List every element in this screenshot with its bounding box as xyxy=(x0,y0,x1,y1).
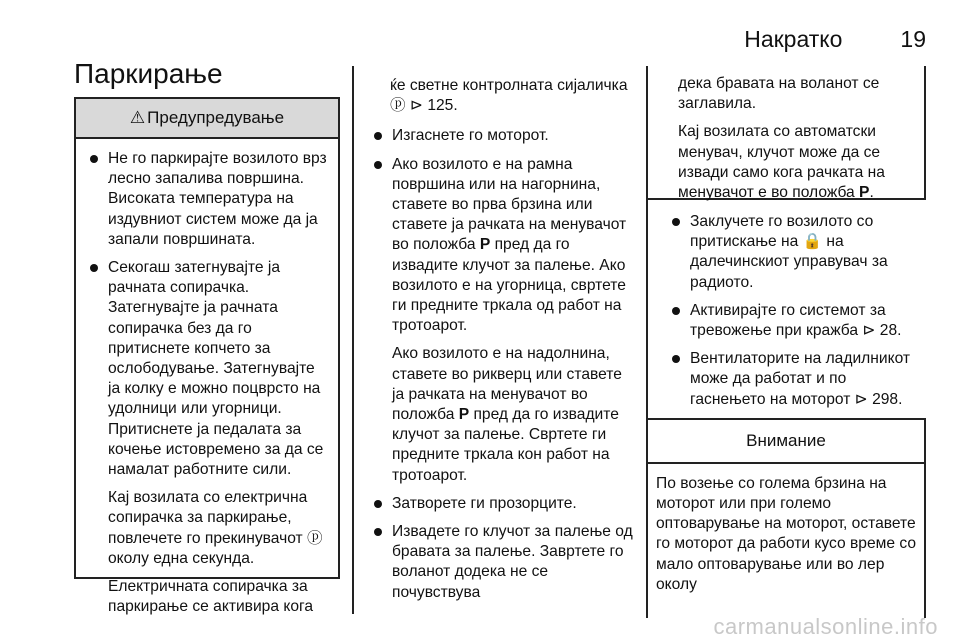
parking-step: Активирајте го системот за тревожење при кражба ⊳ 28. xyxy=(670,301,926,341)
warning-continued-text: Кај возилата со автоматски менувач, клучот може да се извади само кога рачката на менувачот е во положба P. xyxy=(678,123,885,202)
chapter-title: Накратко xyxy=(744,26,843,52)
warning-body xyxy=(76,139,338,629)
warning-bullet: Не го паркирајте возилото врз лесно запалива површина. Високата температура на издувниот систем може да ја запали површината. xyxy=(88,149,328,250)
warning-bullet: Секогаш затегнувајте ја рачната сопирачка. Затегнувајте ја рачната сопирачка без да го притиснете копчето за ослободување. Затегнувајте ја колку е можно поцврсто на удолници или угорници. Притиснете ја педалата за кочење истовремено за да се намалат работните сили. xyxy=(88,258,328,480)
section-title: Паркирање xyxy=(74,58,223,89)
caution-title: Внимание xyxy=(648,420,924,464)
caution-box xyxy=(646,418,926,618)
column-1 xyxy=(74,97,340,616)
parking-paragraph: Ако возилото е на надолнина, ставете во рикверц или ставете ја рачката на менувачот во положба P пред да го извадите клучот за палење. Свртете ги предните тркала кон работ на тротоарот. xyxy=(392,345,622,484)
parking-step: Вентилаторите на ладилникот може да работат и по гаснењето на моторот ⊳ 298. xyxy=(670,349,926,410)
warning-continued-box xyxy=(646,66,926,200)
warning-triangle-icon: ⚠ xyxy=(129,108,146,127)
warning-continued-text: ќе светне контролната сијаличка ⓟ ⊳ 125. xyxy=(390,77,628,115)
column-2 xyxy=(352,66,636,611)
parking-step: Ако возилото е на рамна површина или на нагорнина, ставете во прва брзина или ставете ја рачката на менувачот во положба P пред да го извадите клучот за палење. Ако возилото е на угорница, свртете ги предните тркала од работ на тротоарот. xyxy=(372,155,636,337)
warning-box xyxy=(74,97,340,616)
warning-title: Предупредување xyxy=(147,108,285,127)
warning-paragraph: Електричната сопирачка за паркирање се активира кога xyxy=(108,578,314,616)
column-3 xyxy=(646,66,926,618)
warning-header xyxy=(76,97,338,139)
page-number: 19 xyxy=(900,26,926,52)
warning-paragraph: Кај возилата со електрична сопирачка за паркирање, повлечете го прекинувачот ⓟ околу една секунда. xyxy=(108,489,323,567)
page-header xyxy=(744,26,926,53)
parking-step: Затворете ги прозорците. xyxy=(372,494,636,514)
caution-text: По возење со голема брзина на моторот или при големо оптоварување на моторот, оставете го моторот да работи кусо време со мало оптоварување или во лер околу xyxy=(656,474,917,593)
parking-step: Изгаснете го моторот. xyxy=(372,126,636,146)
warning-continued-text: дека бравата на воланот се заглавила. xyxy=(678,75,880,113)
parking-step: Извадете го клучот за палење од бравата за палење. Завртете го воланот додека не се почувствува xyxy=(372,522,636,603)
parking-step: Заклучете го возилото со притискање на 🔒 на далечинскиот управувач за радиото. xyxy=(670,212,926,293)
watermark: carmanualsonline.info xyxy=(713,614,938,639)
warning-continued-box xyxy=(352,66,636,116)
